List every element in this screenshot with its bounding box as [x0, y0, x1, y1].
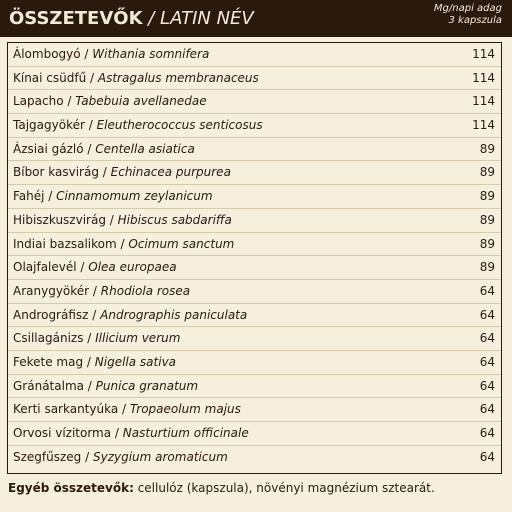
ingredient-common-name: Fekete mag [13, 354, 84, 369]
ingredient-name [13, 209, 232, 232]
ingredient-name [13, 161, 231, 184]
table-row [8, 185, 501, 209]
ingredient-dose-mg: 89 [479, 236, 495, 251]
ingredient-common-name: Orvosi vízitorma [13, 426, 112, 440]
ingredient-name [13, 114, 263, 137]
table-row [8, 422, 501, 446]
name-separator: / [116, 236, 129, 251]
table-row [8, 375, 501, 399]
ingredient-dose-mg: 64 [479, 283, 495, 298]
ingredient-latin-name: Hibiscus sabdariffa [117, 212, 232, 227]
ingredient-dose-mg: 64 [479, 307, 495, 322]
ingredient-name [13, 351, 176, 374]
table-row [8, 43, 501, 67]
name-separator: / [98, 165, 111, 180]
ingredient-common-name: Álombogyó [13, 47, 81, 61]
ingredient-name [13, 256, 177, 279]
table-row [8, 351, 501, 375]
ingredient-common-name: Hibiszkuszvirág [13, 212, 106, 227]
ingredient-dose-mg: 89 [479, 260, 495, 275]
ingredients-table [7, 42, 502, 474]
ingredient-dose-mg: 64 [479, 426, 495, 440]
ingredient-latin-name: Centella asiatica [95, 141, 195, 156]
header-title [9, 8, 254, 30]
ingredient-name [13, 67, 259, 90]
ingredient-latin-name: Punica granatum [95, 378, 199, 393]
ingredient-dose-mg: 89 [479, 189, 495, 204]
ingredient-common-name: Szegfűszeg [13, 449, 82, 464]
ingredient-name [13, 446, 228, 469]
other-ingredients [8, 481, 435, 495]
ingredient-latin-name: Syzygium aromaticum [92, 449, 228, 464]
ingredient-dose-mg: 114 [472, 118, 495, 133]
name-separator: / [86, 70, 98, 85]
ingredient-common-name: Aranygyökér [13, 283, 90, 298]
ingredient-latin-name: Olea europaea [88, 260, 177, 275]
ingredient-common-name: Gránátalma [13, 378, 84, 393]
name-separator: / [63, 94, 76, 109]
ingredient-common-name: Kínai csüdfű [13, 70, 87, 85]
table-row [8, 67, 501, 91]
name-separator: / [83, 331, 96, 346]
ingredient-dose-mg: 64 [479, 331, 495, 346]
ingredient-dose-mg: 114 [472, 94, 495, 109]
ingredient-common-name: Csillagánizs [13, 331, 84, 346]
ingredient-name [13, 375, 198, 398]
ingredient-latin-name: Tropaeolum majus [129, 402, 241, 417]
name-separator: / [83, 354, 95, 369]
ingredient-latin-name: Astragalus membranaceus [97, 70, 259, 85]
ingredient-dose-mg: 89 [479, 141, 495, 156]
name-separator: / [84, 118, 97, 133]
ingredient-latin-name: Tabebuia avellanedae [75, 94, 207, 109]
table-row [8, 280, 501, 304]
ingredient-common-name: Bíbor kasvirág [13, 165, 99, 180]
ingredient-common-name: Ázsiai gázló [13, 141, 84, 156]
name-separator: / [105, 212, 118, 227]
table-row [8, 209, 501, 233]
ingredient-name [13, 233, 234, 256]
ingredient-common-name: Andrográfisz [13, 307, 89, 322]
dose-line-1: Mg/napi adag [433, 3, 502, 14]
ingredient-dose-mg: 64 [479, 378, 495, 393]
name-separator: / [89, 283, 101, 298]
ingredient-latin-name: Nigella sativa [94, 354, 177, 369]
ingredient-common-name: Lapacho [13, 94, 64, 109]
name-separator: / [83, 378, 96, 393]
table-row [8, 138, 501, 162]
ingredient-common-name: Olajfalevél [13, 260, 77, 275]
ingredient-common-name: Kerti sarkantyúka [13, 402, 119, 417]
ingredient-latin-name: Cinnamomum zeylanicum [56, 189, 213, 204]
table-row [8, 327, 501, 351]
dose-header [434, 3, 502, 27]
other-ingredients-label: Egyéb összetevők: [8, 481, 134, 495]
ingredient-dose-mg: 89 [479, 212, 495, 227]
ingredient-latin-name: Eleutherococcus senticosus [96, 118, 263, 133]
ingredient-latin-name: Nasturtium officinale [122, 426, 249, 440]
name-separator: / [83, 141, 96, 156]
other-ingredients-text: cellulóz (kapszula), növényi magnézium sztearát. [133, 481, 435, 495]
ingredient-latin-name: Andrographis paniculata [100, 307, 248, 322]
name-separator: / [88, 307, 101, 322]
table-row [8, 114, 501, 138]
ingredient-name [13, 138, 195, 161]
name-separator: / [80, 47, 93, 61]
title-separator: / [142, 8, 161, 29]
name-separator: / [111, 426, 123, 440]
ingredient-latin-name: Ocimum sanctum [128, 236, 235, 251]
table-row [8, 233, 501, 257]
name-separator: / [118, 402, 130, 417]
ingredient-name [13, 422, 249, 445]
ingredient-common-name: Tajgagyökér [13, 118, 85, 133]
ingredient-latin-name: Rhodiola rosea [100, 283, 191, 298]
ingredient-dose-mg: 114 [472, 47, 495, 61]
ingredient-name [13, 185, 213, 208]
ingredient-dose-mg: 114 [472, 70, 495, 85]
ingredient-name [13, 280, 190, 303]
title-ingredients: ÖSSZETEVŐK [9, 8, 143, 29]
ingredient-name [13, 43, 209, 66]
ingredient-dose-mg: 64 [479, 354, 495, 369]
table-row [8, 304, 501, 328]
ingredient-name [13, 398, 241, 421]
ingredient-latin-name: Withania somnifera [92, 47, 210, 61]
title-latin-name: LATIN NÉV [160, 8, 254, 29]
ingredient-name [13, 327, 180, 350]
dose-line-2: 3 kapszula [448, 15, 502, 26]
name-separator: / [81, 449, 93, 464]
table-header [0, 0, 512, 37]
table-row [8, 398, 501, 422]
ingredient-latin-name: Echinacea purpurea [110, 165, 231, 180]
ingredient-name [13, 90, 207, 113]
name-separator: / [76, 260, 89, 275]
table-row [8, 90, 501, 114]
ingredient-dose-mg: 64 [479, 402, 495, 417]
ingredient-dose-mg: 64 [479, 449, 495, 464]
ingredient-name [13, 304, 247, 327]
name-separator: / [44, 189, 57, 204]
ingredient-common-name: Fahéj [13, 189, 45, 204]
ingredient-common-name: Indiai bazsalikom [13, 236, 117, 251]
table-row [8, 446, 501, 470]
ingredient-dose-mg: 89 [479, 165, 495, 180]
table-row [8, 161, 501, 185]
table-row [8, 256, 501, 280]
ingredient-latin-name: Illicium verum [95, 331, 181, 346]
